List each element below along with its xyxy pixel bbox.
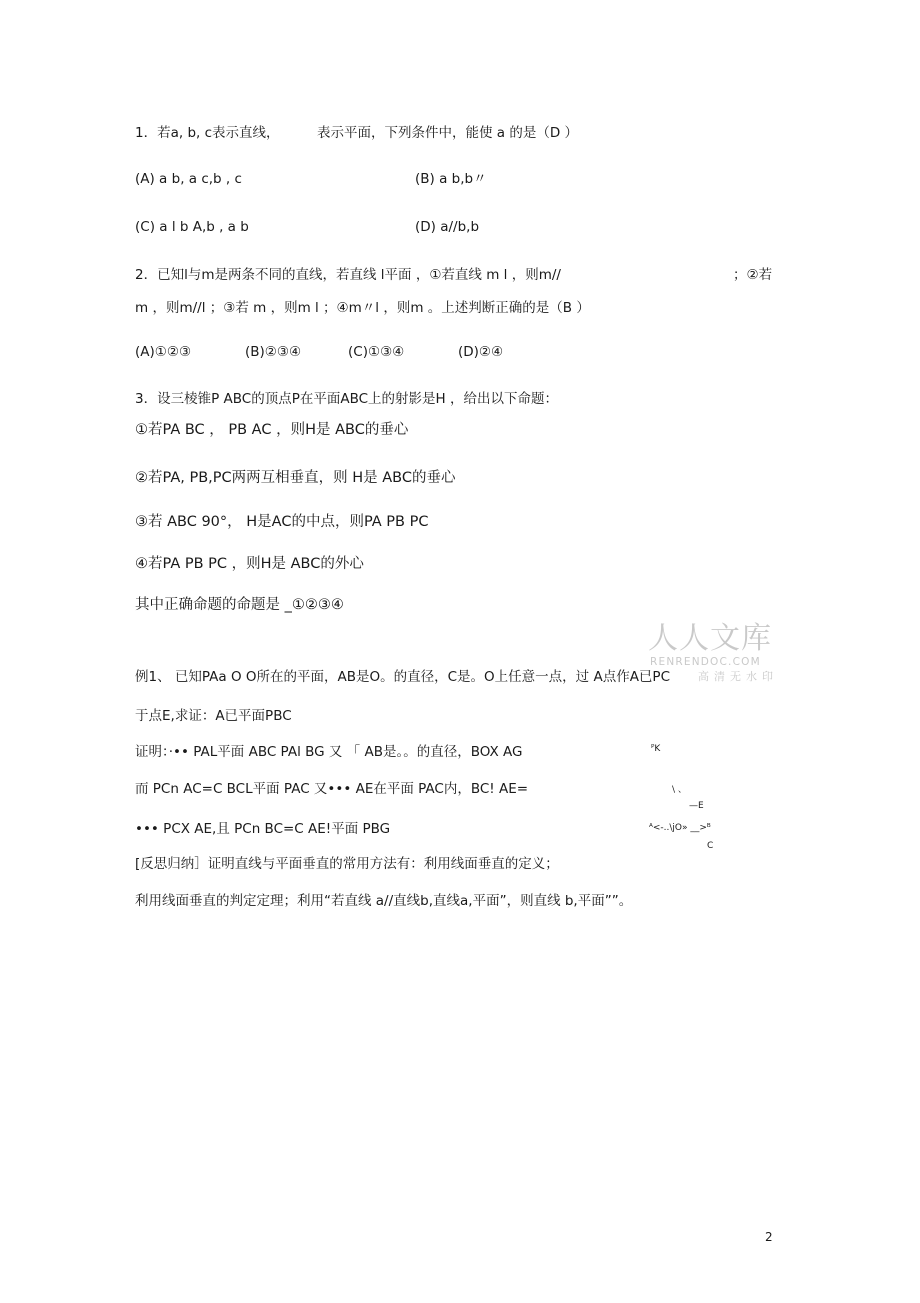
q1-stem-part1: 1．若a, b, c表示直线， bbox=[135, 125, 280, 141]
q1-option-d: (D) a//b,b bbox=[415, 219, 480, 235]
figure-label-ab: ᴬ<-..\jO» __>ᴮ bbox=[649, 823, 711, 833]
q3-answer: 其中正确命题的命题是 _①②③④ bbox=[135, 597, 344, 613]
q3-proposition-3: ③若 ABC 90°， H是AC的中点，则PA PB PC bbox=[135, 514, 429, 530]
q2-line1-part1: 2．已知l与m是两条不同的直线，若直线 l平面 ，①若直线 m l ，则m// bbox=[135, 267, 561, 283]
example-statement-line1: 例1、 已知PAa O O所在的平面，AB是O。的直径，C是。O上任意一点，过 A点作A已PC bbox=[135, 669, 671, 685]
proof-line-2: 而 PCn AC=C BCL平面 PAC 又••• AE在平面 PAC内，BC! AE= bbox=[135, 781, 529, 797]
watermark-site: RENRENDOC.COM bbox=[650, 656, 761, 668]
q2-option-a: (A)①②③ bbox=[135, 344, 192, 360]
q1-option-b: (B) a b,b〃 bbox=[415, 171, 487, 187]
q2-option-c: (C)①③④ bbox=[348, 344, 405, 360]
q3-proposition-2: ②若PA, PB,PC两两互相垂直，则 H是 ABC的垂心 bbox=[135, 470, 456, 486]
page-number: 2 bbox=[765, 1230, 773, 1244]
q2-option-b: (B)②③④ bbox=[245, 344, 302, 360]
reflection-line-2: 利用线面垂直的判定定理；利用“若直线 a//直线b,直线a,平面”，则直线 b,平面””。 bbox=[135, 893, 633, 909]
proof-line-1: 证明：·•• PAL平面 ABC PAl BG 又 「 AB是。。的直径，BOX AG bbox=[135, 744, 523, 760]
reflection-line-1: [反思归纳］证明直线与平面垂直的常用方法有：利用线面垂直的定义； bbox=[135, 856, 559, 872]
example-statement-line2: 于点E,求证：A已平面PBC bbox=[135, 708, 292, 724]
watermark-slogan: 高清无水印 bbox=[698, 670, 778, 683]
q1-option-a: (A) a b, a c,b , c bbox=[135, 171, 242, 187]
q1-stem-part2: 表示平面，下列条件中，能使 a 的是（D ） bbox=[317, 125, 579, 141]
q3-proposition-4: ④若PA PB PC ，则H是 ABC的外心 bbox=[135, 556, 364, 572]
figure-label-c: C bbox=[707, 841, 714, 851]
q2-option-d: (D)②④ bbox=[458, 344, 504, 360]
q2-line1-part2: ；②若 bbox=[733, 267, 773, 283]
figure-label-pk: ᴾK bbox=[651, 744, 661, 754]
watermark-title: 人人文库 bbox=[648, 621, 772, 656]
figure-stroke: \ 、 bbox=[672, 785, 687, 795]
q1-option-c: (C) a l b A,b , a b bbox=[135, 219, 249, 235]
figure-label-e: —E bbox=[689, 801, 704, 811]
proof-line-3: ••• PCX AE,且 PCn BC=C AE!平面 PBG bbox=[135, 821, 391, 837]
q3-proposition-1: ①若PA BC ， PB AC ，则H是 ABC的垂心 bbox=[135, 422, 409, 438]
q3-intro: 3．设三棱锥P ABC的顶点P在平面ABC上的射影是H ，给出以下命题： bbox=[135, 391, 558, 407]
q2-line2: m ，则m//l ；③若 m ，则m l ；④m〃l ，则m 。上述判断正确的是（B ） bbox=[135, 300, 590, 316]
